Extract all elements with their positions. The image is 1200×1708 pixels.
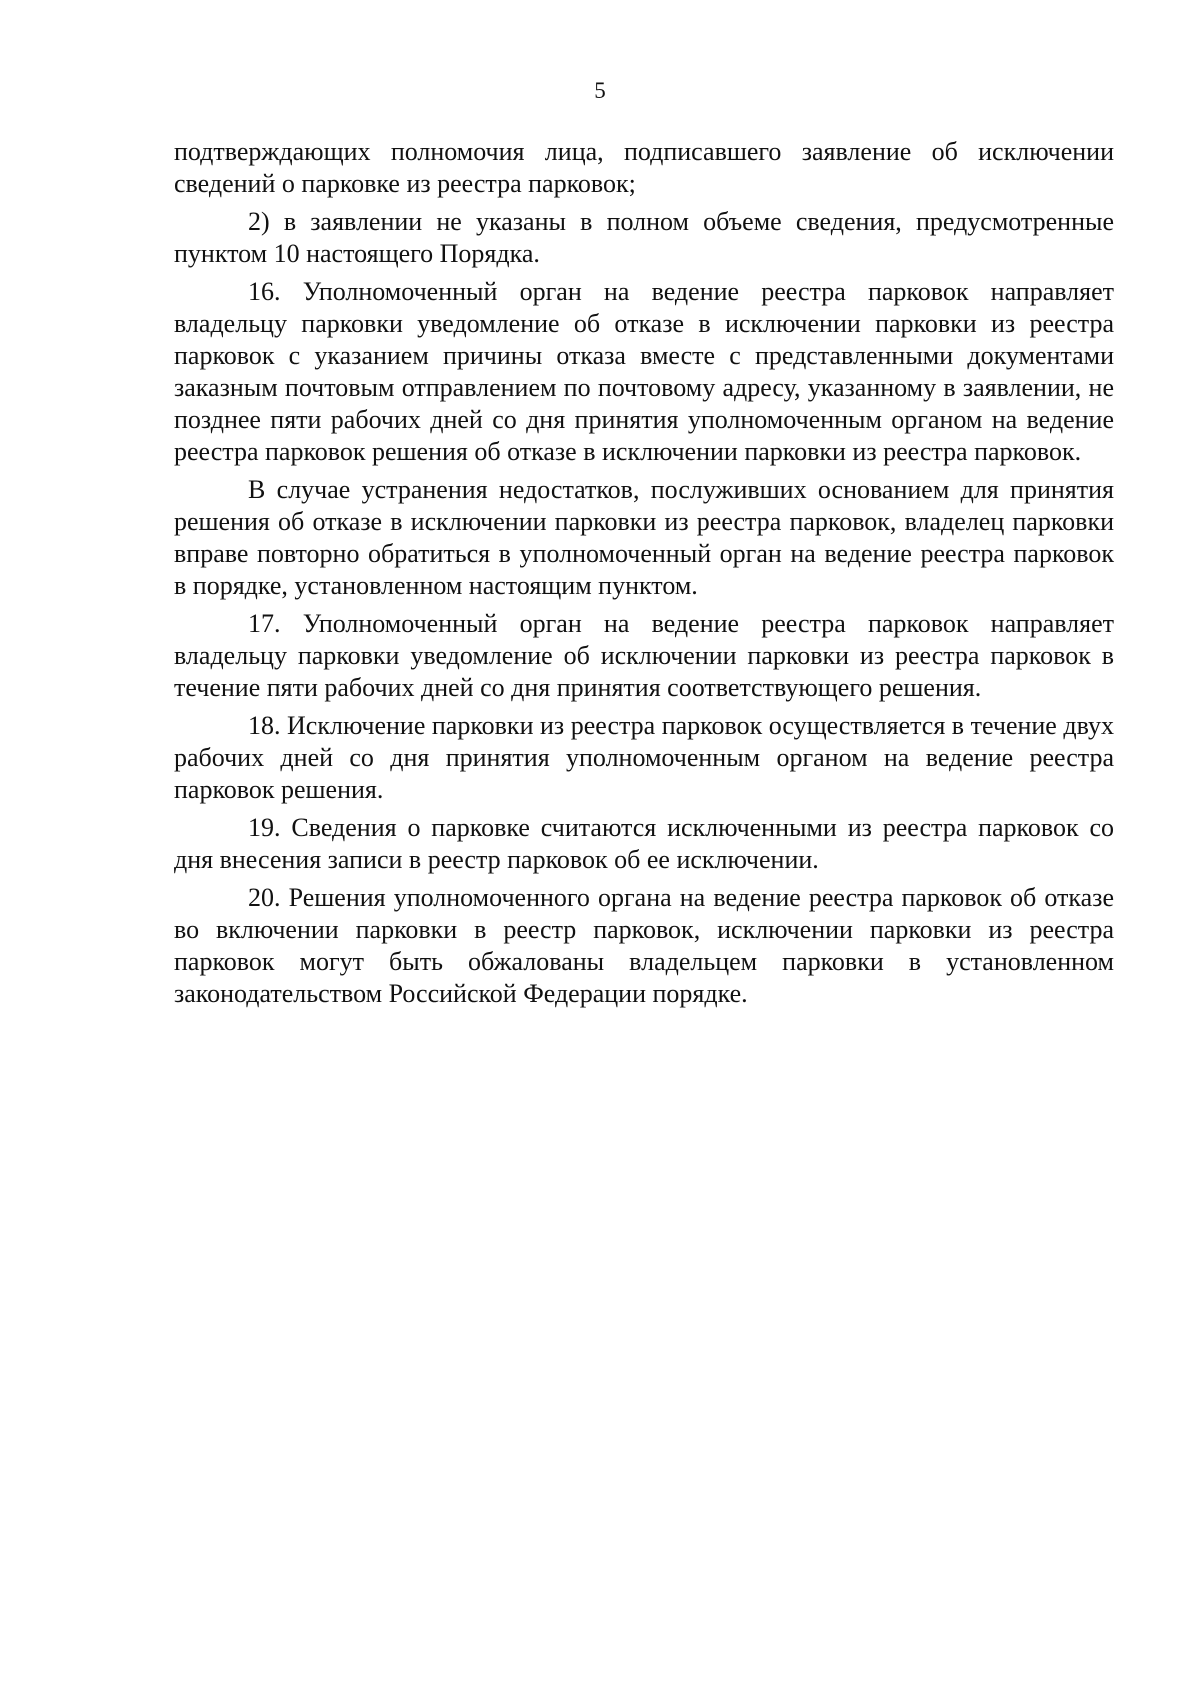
paragraph-18: 18. Исключение парковки из реестра парковок осуществляется в течение двух рабочих дней со дня принятия уполномоченным органом на ведение реестра парковок решения. [174, 711, 1114, 804]
paragraph-20: 20. Решения уполномоченного органа на ведение реестра парковок об отказе во включении парковки в реестр парковок, исключении парковки из реестра парковок могут быть обжалованы владельцем парковки в установленном законодательством Российской Федерации порядке. [174, 883, 1114, 1008]
paragraph-19: 19. Сведения о парковке считаются исключенными из реестра парковок со дня внесения записи в реестр парковок об ее исключении. [174, 813, 1114, 874]
paragraph-16-continued: В случае устранения недостатков, послуживших основанием для принятия решения об отказе в исключении парковки из реестра парковок, владелец парковки вправе повторно обратиться в уполномоченный орган на ведение реестра парковок в порядке, установленном настоящим пунктом. [174, 475, 1114, 600]
paragraph-item-2: 2) в заявлении не указаны в полном объеме сведения, предусмотренные пунктом 10 настоящего Порядка. [174, 207, 1114, 268]
paragraph-17: 17. Уполномоченный орган на ведение реестра парковок направляет владельцу парковки уведомление об исключении парковки из реестра парковок в течение пяти рабочих дней со дня принятия соответствующего решения. [174, 609, 1114, 702]
page-number: 5 [594, 78, 606, 103]
document-body [174, 136, 1114, 1016]
paragraph-continuation: подтверждающих полномочия лица, подписавшего заявление об исключении сведений о парковке из реестра парковок; [174, 137, 1114, 198]
paragraph-16: 16. Уполномоченный орган на ведение реестра парковок направляет владельцу парковки уведомление об отказе в исключении парковки из реестра парковок с указанием причины отказа вместе с представленными документами заказным почтовым отправлением по почтовому адресу, указанному в заявлении, не позднее пяти рабочих дней со дня принятия уполномоченным органом на ведение реестра парковок решения об отказе в исключении парковки из реестра парковок. [174, 277, 1114, 466]
